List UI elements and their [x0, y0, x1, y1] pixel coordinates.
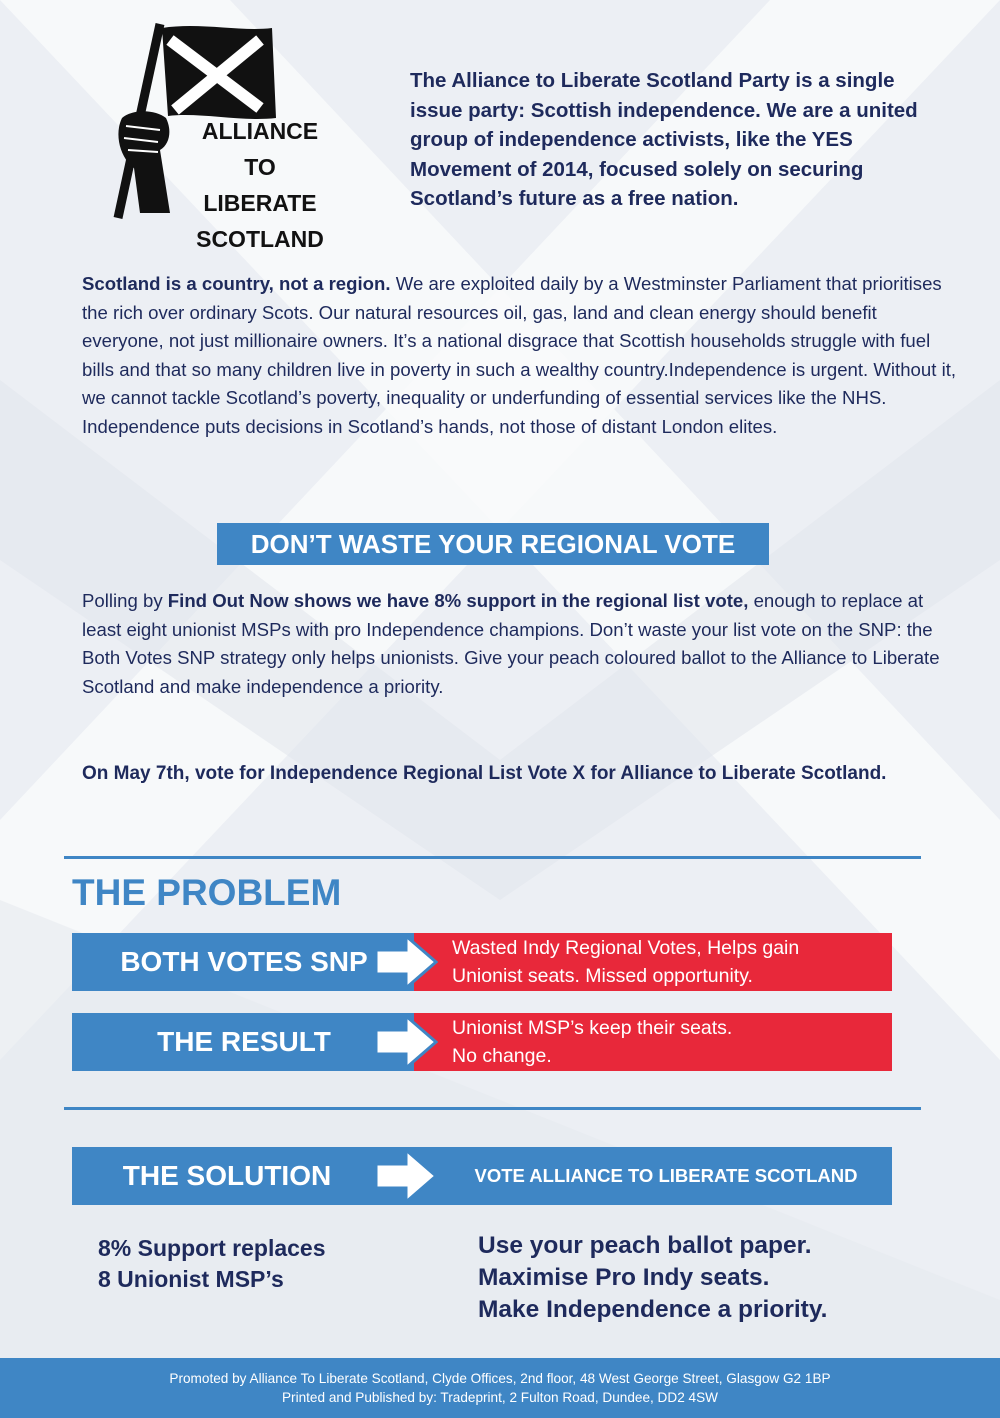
- body-paragraph-2: [82, 587, 962, 701]
- party-logo: [100, 18, 340, 253]
- outcome-line: No change.: [452, 1045, 552, 1067]
- body-paragraph-1: [82, 270, 962, 441]
- logo-line: ALLIANCE: [201, 118, 319, 144]
- divider: [64, 1107, 921, 1110]
- call-line: Use your peach ballot paper.: [478, 1232, 812, 1259]
- paragraph-body: enough to replace at least eight unionist MSPs with pro Independence champions. Don’t waste your list vote on the SNP: the Both Votes SNP strategy only helps unionists. Give your peach coloured ballot to the Alliance to Liberate Scotland and make independence a priority.: [82, 590, 940, 697]
- support-line: 8% Support replaces: [98, 1235, 326, 1261]
- support-statement: [98, 1233, 326, 1295]
- arrow-right-icon: [374, 1148, 438, 1204]
- lead-statement: Scotland is a country, not a region.: [82, 273, 391, 294]
- solution-label: THE SOLUTION: [122, 1160, 332, 1191]
- problem-outcome-2: [414, 1013, 892, 1071]
- regional-vote-banner: DON’T WASTE YOUR REGIONAL VOTE: [217, 523, 769, 565]
- logo-line: TO: [244, 154, 276, 180]
- call-line: Maximise Pro Indy seats.: [478, 1264, 770, 1291]
- paragraph-body: We are exploited daily by a Westminster Parliament that prioritises the rich over ordinary Scots. Our natural resources oil, gas, land and clean energy should benefit everyone, not just millionaire owners. It’s a national disgrace that Scottish households struggle with fuel bills and that so many children live in poverty in such a wealthy country.Independence is urgent. Without it, we cannot tackle Scotland’s poverty, inequality or underfunding of essential services like the NHS. Independence puts decisions in Scotland’s hands, not those of distant London elites.: [82, 273, 957, 437]
- logo-line: LIBERATE: [203, 190, 317, 216]
- call-to-action-list: [478, 1230, 827, 1326]
- arrow-right-icon: [374, 934, 438, 990]
- divider: [64, 856, 921, 859]
- imprint-footer: [0, 1358, 1000, 1418]
- vote-call: On May 7th, vote for Independence Regional List Vote X for Alliance to Liberate Scotland.: [82, 763, 887, 784]
- problem-outcome-1: [414, 933, 892, 991]
- solution-action: VOTE ALLIANCE TO LIBERATE SCOTLAND: [474, 1165, 858, 1186]
- footer-printed-by: Printed and Published by: Tradeprint, 2 Fulton Road, Dundee, DD2 4SW: [281, 1390, 718, 1405]
- result-label: THE RESULT: [72, 1013, 416, 1071]
- paragraph-pre: Polling by: [82, 590, 168, 611]
- support-line: 8 Unionist MSP’s: [98, 1266, 284, 1292]
- call-line: Make Independence a priority.: [478, 1296, 828, 1323]
- logo-wordmark: [180, 113, 340, 257]
- outcome-line: Wasted Indy Regional Votes, Helps gain: [452, 937, 800, 959]
- polling-claim: Find Out Now shows we have 8% support in the regional list vote,: [167, 590, 749, 611]
- outcome-line: Unionist seats. Missed opportunity.: [452, 965, 753, 987]
- intro-text: The Alliance to Liberate Scotland Party is a single issue party: Scottish independence. We are a united group of independence activists, like the YES Movement of 2014, focused solely on securing Scotland’s future as a free nation.: [410, 69, 918, 210]
- both-votes-snp-label: BOTH VOTES SNP: [72, 933, 416, 991]
- problem-heading: THE PROBLEM: [72, 872, 342, 913]
- footer-promoted-by: Promoted by Alliance To Liberate Scotland, Clyde Offices, 2nd floor, 48 West George Street, Glasgow G2 1BP: [169, 1371, 831, 1386]
- outcome-line: Unionist MSP’s keep their seats.: [452, 1017, 733, 1039]
- arrow-right-icon: [374, 1014, 438, 1070]
- logo-line: SCOTLAND: [196, 226, 324, 252]
